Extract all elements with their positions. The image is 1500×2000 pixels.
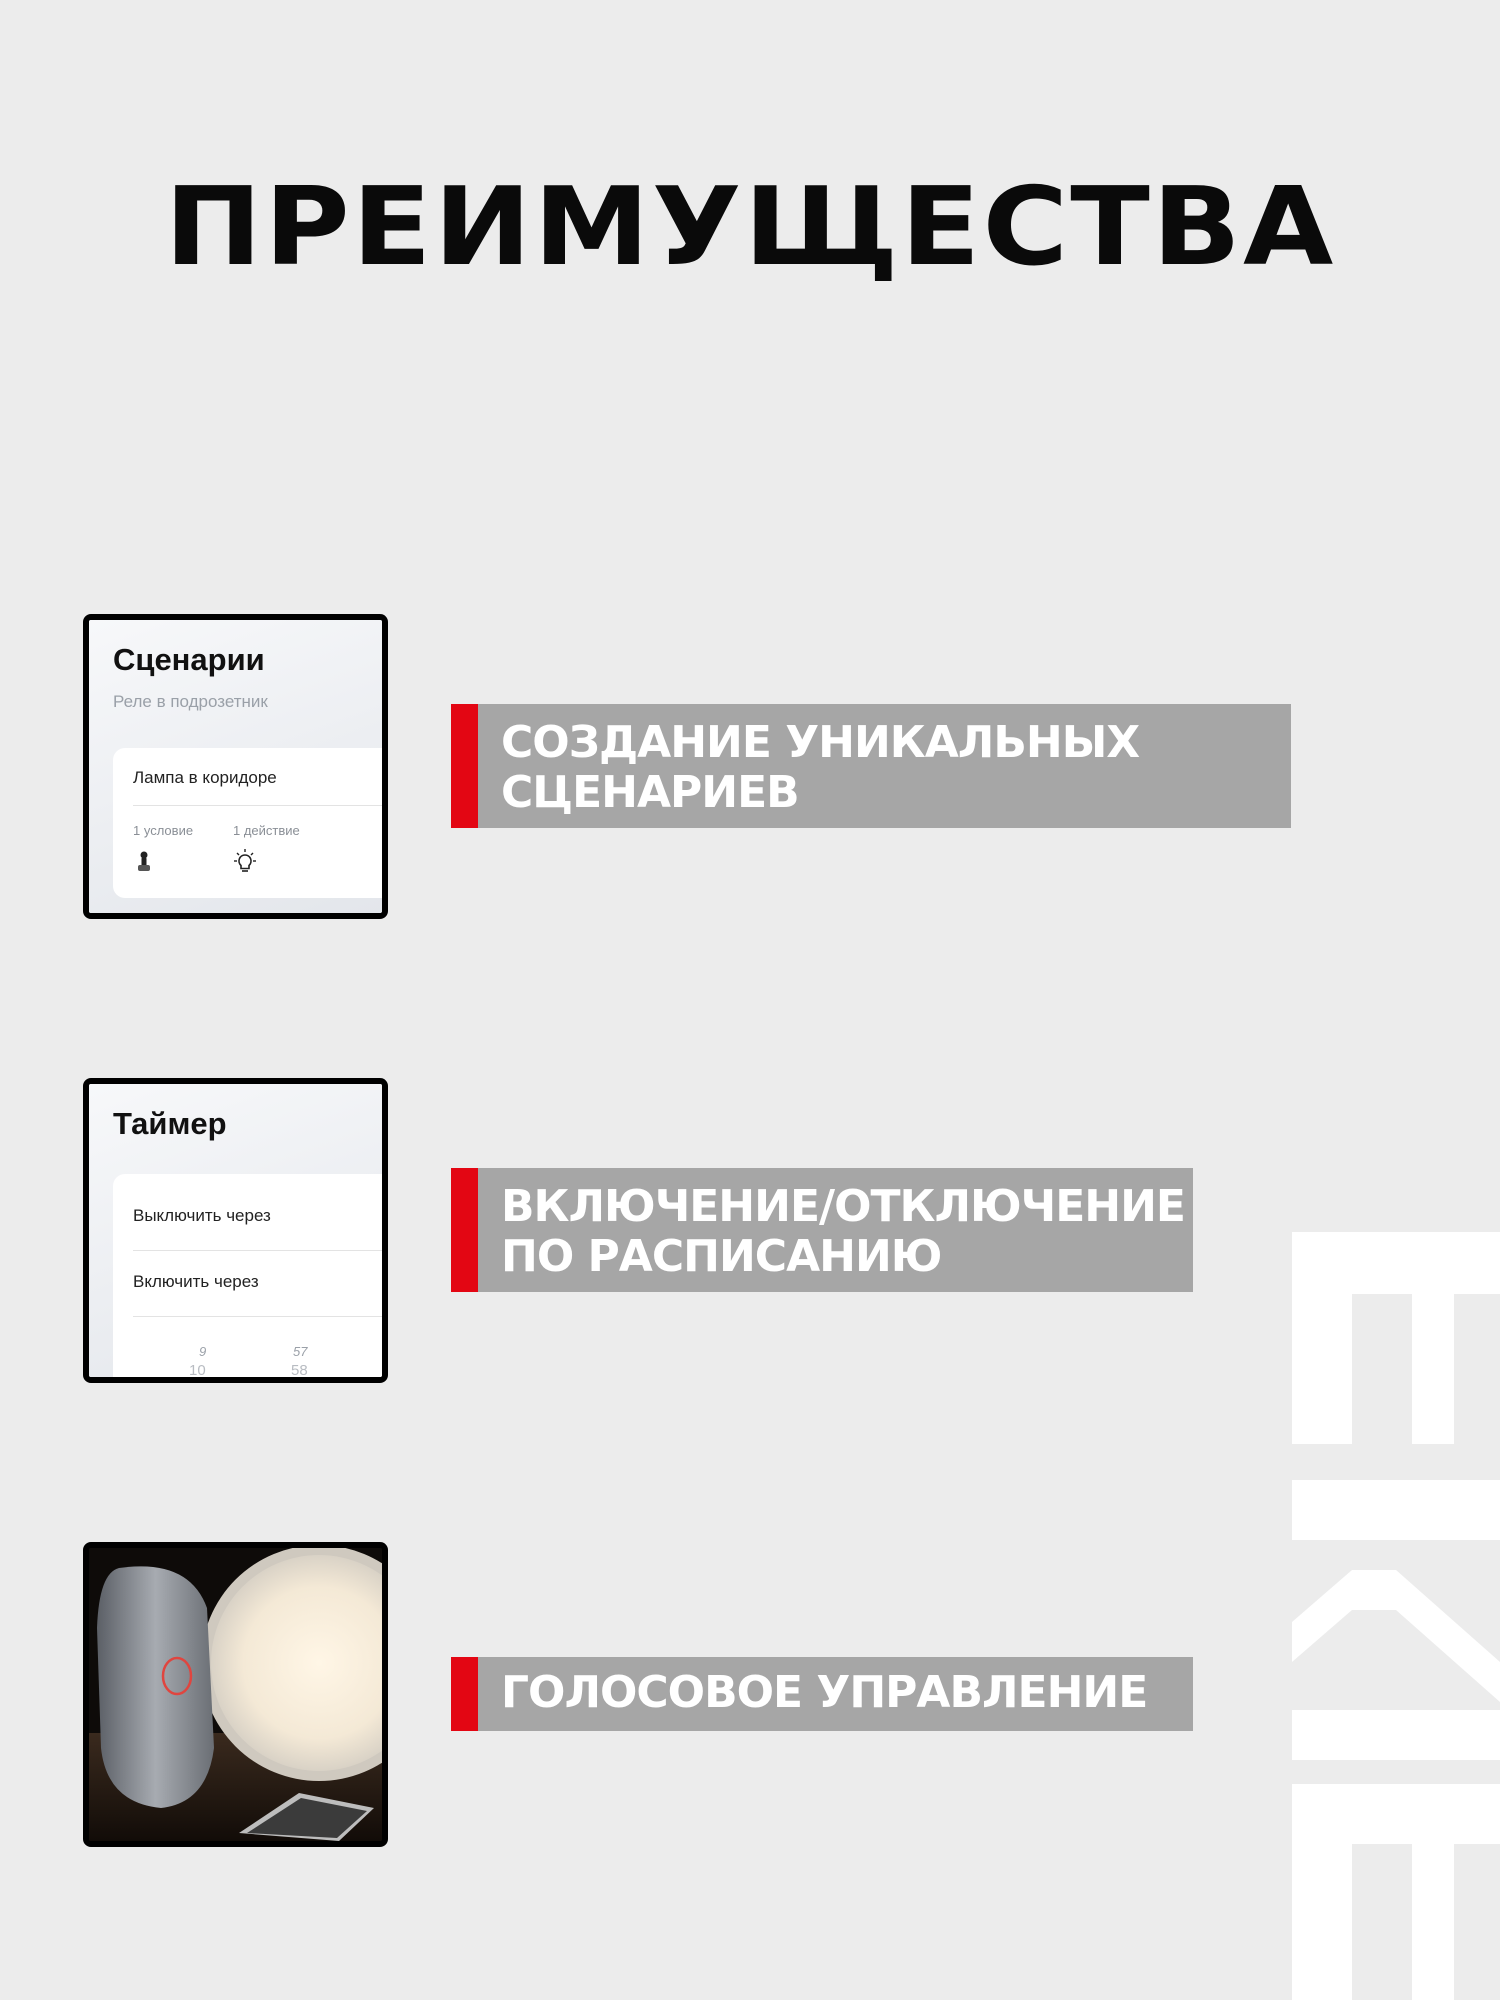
feature-banner-schedule — [451, 1168, 1193, 1292]
picker-hour: 9 — [199, 1344, 207, 1359]
page-title: ПРЕИМУЩЕСТВА — [164, 165, 1336, 290]
picker-hour: 10 — [189, 1362, 206, 1379]
action-label: 1 действие — [233, 823, 300, 838]
timer-row-off: Выключить через — [133, 1206, 271, 1225]
banner-text: ГОЛОСОВОЕ УПРАВЛЕНИЕ — [501, 1667, 1148, 1718]
banner-accent — [451, 704, 478, 828]
picker-minute: 57 — [293, 1344, 308, 1359]
smart-speaker-photo — [89, 1548, 382, 1841]
scenario-card — [113, 748, 382, 898]
ekf-logo — [1292, 1232, 1500, 2000]
scenarios-app-subtitle: Реле в подрозетник — [113, 692, 268, 711]
condition-label: 1 условие — [133, 823, 194, 838]
feature-banner-voice — [451, 1657, 1193, 1731]
banner-accent — [451, 1657, 478, 1731]
timer-screenshot — [83, 1078, 388, 1383]
scenarios-screenshot — [83, 614, 388, 919]
banner-text: ВКЛЮЧЕНИЕ/ОТКЛЮЧЕНИЕ ПО РАСПИСАНИЮ — [501, 1181, 1185, 1282]
timer-card — [113, 1174, 382, 1383]
scenario-card-title: Лампа в коридоре — [133, 768, 277, 787]
timer-row-on: Включить через — [133, 1272, 259, 1291]
lightbulb-icon — [231, 848, 259, 876]
banner-text: СОЗДАНИЕ УНИКАЛЬНЫХ СЦЕНАРИЕВ — [501, 717, 1140, 818]
picker-minute: 58 — [291, 1362, 308, 1379]
timer-app-title: Таймер — [113, 1106, 227, 1141]
voice-control-photo — [83, 1542, 388, 1847]
scenarios-app-title: Сценарии — [113, 642, 265, 677]
touch-icon — [135, 850, 153, 874]
feature-banner-scenarios — [451, 704, 1291, 828]
banner-accent — [451, 1168, 478, 1292]
